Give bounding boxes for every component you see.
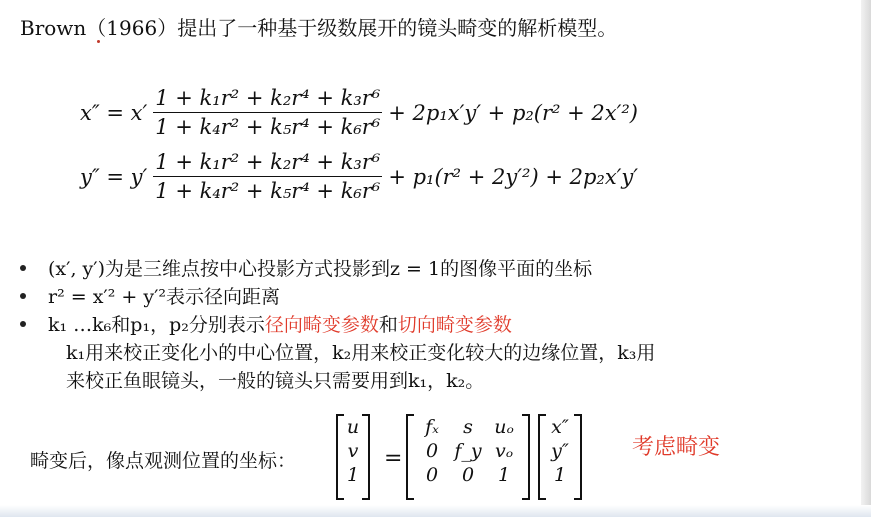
bullet-text	[48, 310, 512, 337]
matrix-label: 畸变后，像点观测位置的坐标：	[30, 450, 297, 472]
matrix-cell: 1	[497, 464, 511, 486]
matrix-cell: 0	[425, 464, 439, 486]
matrix-cell: vₒ	[494, 440, 514, 462]
bullet-line: 来校正鱼眼镜头，一般的镜头只需要用到k₁，k₂。	[66, 370, 485, 392]
window-frame-bottom	[0, 505, 871, 517]
bullet-prefix: k₁ …k₆和p₁，p₂分别表示	[48, 314, 265, 336]
tangential-distortion-label: 切向畸变参数	[397, 314, 512, 336]
matrix-cell: 1	[346, 464, 360, 486]
matrix-cell: f_y	[454, 440, 482, 462]
matrix-cell: fₓ	[425, 416, 439, 438]
equation-y-tail: + p₁(r² + 2y′²) + 2p₂x′y′	[388, 164, 639, 189]
window-frame-right	[861, 0, 871, 517]
intro-sentence: Brown（1966）提出了一种基于级数展开的镜头畸变的解析模型。	[20, 16, 618, 40]
bullet-connector: 和	[378, 314, 398, 336]
consider-distortion-annotation: 考虑畸变	[632, 435, 721, 460]
equation-x-fraction	[153, 86, 382, 139]
radial-distortion-label: 径向畸变参数	[264, 314, 379, 336]
matrix-cell: s	[463, 416, 473, 438]
lhs-vector	[336, 414, 370, 500]
equation-x	[80, 86, 638, 139]
bullet-text: (x′, y′)为是三维点按中心投影方式投影到z = 1的图像平面的坐标	[48, 258, 593, 280]
equation-y-denominator: 1 + k₄r² + k₅r⁴ + k₆r⁶	[153, 176, 382, 203]
equation-x-numerator: 1 + k₁r² + k₂r⁴ + k₃r⁶	[155, 86, 381, 110]
laser-pointer-dot	[97, 40, 100, 43]
equation-x-tail: + 2p₁x′y′ + p₂(r² + 2x′²)	[388, 100, 638, 125]
equation-y-lhs: y″ = y′	[80, 164, 148, 189]
bullet-dot	[20, 265, 26, 271]
bullet-dot	[20, 293, 26, 299]
equation-x-denominator: 1 + k₄r² + k₅r⁴ + k₆r⁶	[153, 112, 382, 139]
bullet-dot	[20, 321, 26, 327]
bullet-line: k₁用来校正变化小的中心位置，k₂用来校正变化较大的边缘位置，k₃用	[66, 342, 656, 364]
equation-y-fraction	[153, 150, 382, 203]
equation-y	[80, 150, 638, 203]
matrix-cell: y″	[551, 440, 569, 462]
equation-x-lhs: x″ = x′	[80, 100, 148, 125]
intrinsic-matrix	[406, 414, 530, 500]
rhs-vector	[538, 414, 582, 500]
matrix-cell: v	[347, 440, 359, 462]
equation-y-numerator: 1 + k₁r² + k₂r⁴ + k₃r⁶	[155, 150, 381, 174]
matrix-cell: x″	[551, 416, 569, 438]
matrix-cell: 0	[461, 464, 475, 486]
matrix-cell: 0	[425, 440, 439, 462]
matrix-cell: uₒ	[494, 416, 514, 438]
equals-sign: =	[384, 446, 403, 471]
bullet-text: r² = x′² + y′²表示径向距离	[48, 286, 281, 308]
matrix-cell: 1	[553, 464, 567, 486]
matrix-cell: u	[346, 416, 360, 438]
